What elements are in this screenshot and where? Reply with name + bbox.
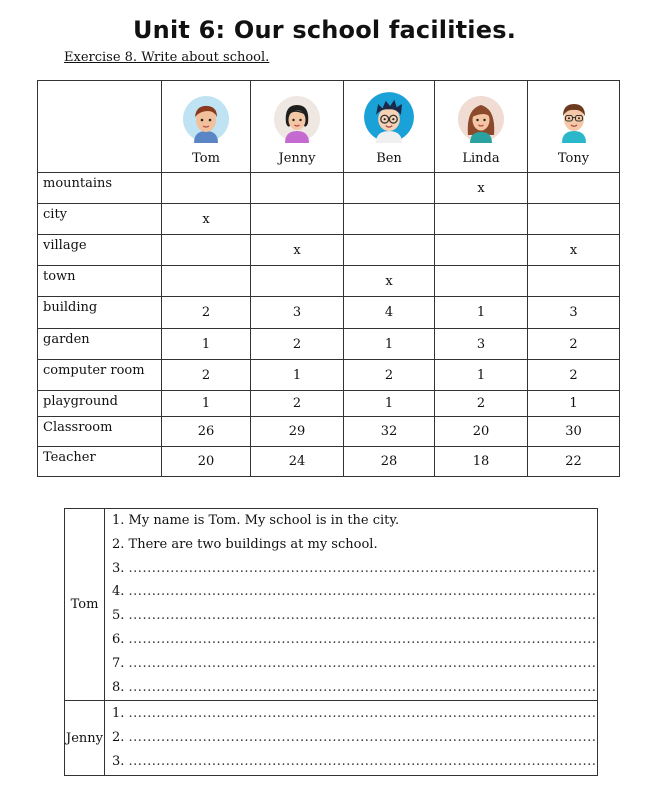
table-cell: 2 [251,391,344,417]
table-cell: 4 [344,297,435,329]
line-text: 1. My name is Tom. My school is in the city. [112,513,400,528]
page-title: Unit 6: Our school facilities. [132,16,517,44]
table-cell: 1 [435,297,528,329]
girl-long-hair-icon [457,95,505,143]
person-header-tom [162,81,251,173]
table-cell: 2 [162,360,251,391]
table-cell [162,266,251,297]
person-header-ben [344,81,435,173]
table-cell [528,204,620,235]
boy-brown-hair-icon [182,95,230,143]
blank-dotted-line: ..................................................................................................... [128,584,597,600]
blank-dotted-line: ..................................................................................................... [128,631,597,647]
person-name: Tony [557,151,590,166]
table-row [38,417,620,447]
table-cell: 20 [435,417,528,447]
table-row [38,329,620,360]
table-cell: 2 [528,360,620,391]
person-header-tony [528,81,620,173]
boy-glasses-icon [550,95,598,143]
writing-line[interactable] [106,726,596,750]
person-name: Tom [192,151,220,166]
table-cell: 28 [344,447,435,477]
writing-line[interactable] [106,557,596,581]
row-label: city [38,204,162,235]
writing-line[interactable] [106,652,596,676]
line-text: 3. [112,753,129,769]
row-label: town [38,266,162,297]
row-label: Classroom [38,417,162,447]
table-cell: 32 [344,417,435,447]
table-cell: 1 [528,391,620,417]
table-cell: x [344,266,435,297]
row-label: garden [38,329,162,360]
line-text: 6. [112,631,129,647]
table-cell: 2 [435,391,528,417]
table-cell [251,173,344,204]
corner-cell [38,81,162,173]
table-cell: 29 [251,417,344,447]
table-cell [435,266,528,297]
line-text: 2. [112,730,129,746]
facilities-table [37,80,620,477]
writing-table [64,508,598,776]
table-cell: x [251,235,344,266]
line-text: 7. [112,655,129,671]
table-cell: 1 [251,360,344,391]
table-row [38,235,620,266]
table-cell [528,173,620,204]
writing-line[interactable] [106,676,596,700]
girl-black-hair-icon [273,95,321,143]
writing-lines [105,701,598,775]
row-label: village [38,235,162,266]
table-cell: 1 [344,391,435,417]
table-cell [251,204,344,235]
table-cell: x [435,173,528,204]
writing-line[interactable] [106,533,596,557]
table-cell: 3 [251,297,344,329]
writer-name: Jenny [65,701,105,775]
line-text: 4. [112,584,129,600]
line-text: 8. [112,679,129,695]
writer-name: Tom [65,509,105,701]
boy-glasses-blue-icon [363,91,415,143]
line-text: 1. [112,706,129,722]
line-text: 5. [112,608,129,624]
writing-block-tom [65,509,598,701]
exercise-instruction: Exercise 8. Write about school. [64,50,270,65]
blank-dotted-line: ..................................................................................................... [128,655,597,671]
person-header-jenny [251,81,344,173]
person-name: Ben [376,151,402,166]
row-label: mountains [38,173,162,204]
table-row [38,204,620,235]
writing-block-jenny [65,701,598,775]
table-cell: 2 [344,360,435,391]
table-cell: 30 [528,417,620,447]
row-label: playground [38,391,162,417]
writing-line[interactable] [106,604,596,628]
table-cell: 3 [528,297,620,329]
table-cell: 1 [162,391,251,417]
person-name: Linda [462,151,500,166]
table-cell: 2 [251,329,344,360]
table-cell: 2 [162,297,251,329]
blank-dotted-line: ..................................................................................................... [128,706,597,722]
table-cell [251,266,344,297]
table-cell [162,235,251,266]
writing-line[interactable] [106,628,596,652]
table-cell: 1 [162,329,251,360]
table-cell [435,204,528,235]
person-header-linda [435,81,528,173]
table-cell: 1 [344,329,435,360]
blank-dotted-line: ..................................................................................................... [128,560,597,576]
person-name: Jenny [278,151,316,166]
table-cell: 3 [435,329,528,360]
table-body [38,173,620,477]
writing-line[interactable] [106,750,596,774]
table-cell: 2 [528,329,620,360]
table-cell [344,204,435,235]
table-cell: 1 [435,360,528,391]
row-label: computer room [38,360,162,391]
line-text: 2. There are two buildings at my school. [112,536,378,552]
table-row [38,173,620,204]
table-row [38,297,620,329]
table-cell: 22 [528,447,620,477]
line-text: 3. [112,560,129,576]
table-cell [162,173,251,204]
header-row [38,81,620,173]
table-cell: 18 [435,447,528,477]
table-row [38,360,620,391]
blank-dotted-line: ..................................................................................................... [128,730,597,746]
row-label: building [38,297,162,329]
writing-line[interactable] [106,580,596,604]
table-cell: x [528,235,620,266]
row-label: Teacher [38,447,162,477]
table-cell [435,235,528,266]
writing-line[interactable] [106,509,596,533]
table-cell [344,173,435,204]
table-cell [344,235,435,266]
blank-dotted-line: ..................................................................................................... [128,679,597,695]
table-cell: 26 [162,417,251,447]
table-cell [528,266,620,297]
table-row [38,391,620,417]
table-cell: 24 [251,447,344,477]
writing-lines [105,509,598,701]
table-cell: x [162,204,251,235]
table-row [38,447,620,477]
blank-dotted-line: ..................................................................................................... [128,608,597,624]
table-row [38,266,620,297]
writing-line[interactable] [106,702,596,726]
blank-dotted-line: ..................................................................................................... [128,753,597,769]
table-cell: 20 [162,447,251,477]
